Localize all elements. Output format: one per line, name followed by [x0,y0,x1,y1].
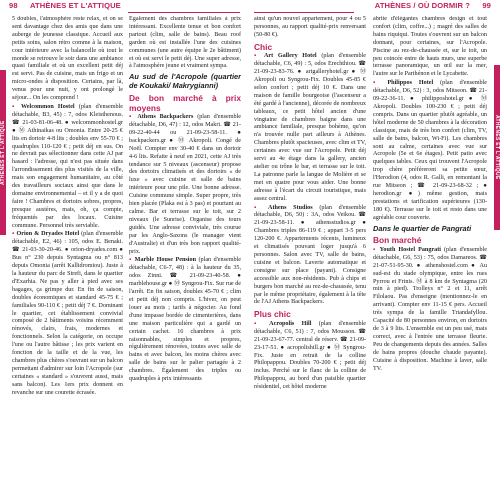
listing-marble [129,257,241,384]
plus-chic-heading: Plus chic [254,309,291,320]
listing-text: (plan d'ensemble détachable, D6, 50) : 3A, odos Veikou. ☎ 21-09-23-58-11. ● athensstudios.gr ● Chambres triples 86-119 € ; appart 3-5 pers 120-200 €. Appartements récents, lumineux et climatisés pouvant loger jusqu'à 6 personnes. Salon avec TV, salle de bains, cuisine et balcon. Laverie automatique et consigne sur place (payant). Consigne accessible aux non-résidents. Pub à chips et burgers bon marché au rez-de-chaussée, tenu par le même propriétaire, également à la tête de l'AJ Athens Backpackers. [254,204,366,306]
listing-philippos [373,80,487,222]
listing-name: Art Gallery Hotel [263,53,317,60]
text-column-4 [373,16,487,498]
text-column-3 [254,16,366,498]
listing-text: (plan d'ensemble détachable, D6, 52) : 3, odos Mitseon. ☎ 21-09-22-36-11. ● philipposhotel.gr ● Ⓜ Akropoli. Doubles 100-230 € ; petit déj compris. Dans un quartier plutôt agréable, un hôtel moderne de 50 chambres à la décoration classique, mais de très bon confort (clim, TV, salle de bains, balcon, Wi-Fi). Les chambres sont au calme, certaines avec vue sur Acropole (5e et 6e étages). Petit patio avec quelques tables. Ceux qui trouvent l'Acropole trop chère préféreront sa petite sœur, l'Herodion (4, odos R. Galli, en remontant la rue Mitseon ; ☎ 21-09-23-68-32 ; ● herodion.gr ●) même gestion, mais prestations et tarification supérieures (130-180 €). Terrasse sur le toit et resto dans une agréable cour couverte. [373,80,487,221]
bed-icon: ▪ [254,204,269,211]
listing-art-gallery [254,53,366,203]
header-rule-right [254,12,354,13]
section-title-right: ATHÈNES / OÙ DORMIR ? [374,1,470,10]
header-rule-left [128,12,240,13]
listing-name: Welcommon Hostel [21,103,75,110]
listing-welcommon [12,104,123,231]
listing-name: Youth Hostel Pangrati [379,246,441,253]
text-column-2 [129,16,241,498]
bed-icon: ▪ [373,80,388,87]
area-heading: Au sud de l'Acropole (quartier de Koukaki/ Makrygianni) [129,72,241,91]
listing-athens-studios [254,205,366,308]
chic-heading: Chic [254,41,273,52]
listing-acropolis-hill [254,321,366,392]
listing-text: (plan d'ensemble détachable, C6, 51) : 7, odos Mousson. ☎ 21-09-23-67-77. central de réserv. ☎ 21-09-23-17-51. ● acropolishill.gr ● Ⓜ Syngrou-Fix. Juste en retrait de la colline Philopappou. Doubles 70-200 € ; petit déj inclus. Perché sur le flanc de la colline de Philopappou, au bord d'un paisible quartier résidentiel, cet hôtel moderne [254,320,366,391]
listing-name: Marble House Pension [134,257,196,264]
paragraph: 5 doubles, l'atmosphère reste relax, et on se sent davantage chez des amis que dans une auberge de jeunesse classique. Accueil aux petits soins, salon rétro comme à la maison, cour intérieure avec la balancelle où tout le monde se retrouve le soir dans une ambiance quasi familiale et où un excellent petit déj est servi. Pas de cuisine, mais un frigo et un micro-ondes à disposition. Certains, par là, venus pour une nuit, y ont prolongé le séjour... On les comprend ! [12,16,123,102]
listing-name: Athens Backpackers [137,114,194,121]
bed-icon: ▪ [129,114,138,121]
price-heading: Bon marché [373,235,422,246]
listing-text: (plan d'ensemble détachable, C6-7, 48) : à la hauteur du 35, odos Zinni. ☎ 21-09-23-40-58. ● marblehouse.gr ● Ⓜ Syngrou-Fix. Sur rue de l'arrêt. En fin saison, doubles 45-70 € ; clim et petit déj non compris. L'hiver, on peut louer au mois ; tarifs à négocier. Au fond d'une impasse bordée de cimenterières, dans une maison particulière qui a gardé un certain cachet. 16 chambres à prix raisonnables, simples et propres, régulièrement rénovées, toutes avec salle de bains et avec balcon, les moins chères avec salle de bains sur le palier partagée à 2 chambres. Également des triples ou quadruples à prix intéressants [129,257,241,383]
listing-youth-hostel [373,247,487,374]
price-heading: De bon marché à prix moyens [129,92,241,113]
listing-name: Acropolis Hill [269,320,312,327]
listing-name: Philippos Hotel [387,80,434,87]
listing-orion [12,231,123,397]
side-tab-left: ATHÈNES ET L'ATTIQUE [0,70,6,235]
listing-text: (plan d'ensemble détachable, E2, 46) : 105, odos E. Benaki. ☎ 21-03-30-20-46. ● orion-dryades.com ● Bus n° 230 depuis Syntagma ou n° 813 depuis Omonia (arrêt Kallidromiou). Juste à la hauteur du parc de Strefi, dans le quartier d'Exarhia. Ne pas y aller à pied avec ses bagages, ça grimpe dur. En fin de saison, doubles économiques et standard 45-75 € ; familiales 90-110 € ; petit déj 7 €. Dominant le quartier, cet établissement convivial composé de 2 bâtiments voisins récemment rénovés, clairs, frais, modernes et fonctionnels. Selon la catégorie, on occupe l'une ou l'autre bâtisse ; les prix varient en fonction de la taille et de la vue, les chambres plus chères s'ouvrant sur un balcon permettant d'admirer sur loin l'Acropole (sur certaines « standard » s'ouvrent aussi, mais sans balcon). Les 1ers prix donnent en revanche sur une courette écrasée. [12,231,123,396]
listing-text: (plan d'ensemble détachable, D6, 47) : 12, odos Makri. ☎ 21-09-22-40-44 ou 21-09-23-58-11. ● backpackers.gr ● Ⓜ Akropoli. Congé de Noël. Compter env 30-40 € dans un dortoir 4-6 lits. Refaite à neuf en 2021, cette AJ très tendance sur 5 niveaux (ascenseur) propose des dortoirs climatisés et des dortoirs « de luxe » avec cuisine et salle de bains intérieure pour une pile. Une bonne adresse. Cuisine commune simple. Super propre, très bien placée (Plaka est à 3 pas) et pourtant au calme. Bar et terrasse sur le toit, sur 2 niveaux (le Sunrise). Organise des tours guidés. Une adresse conviviale, très courue par les Anglo-Saxons (le manager vient d'Australie) et d'un très bon rapport qualité-prix. [129,114,241,255]
section-title-left: ATHÈNES ET L'ATTIQUE [30,1,121,10]
paragraph: abrite d'élégantes chambres design et tout confort (clim, coffre...) ; magré des salles de bains riquiqui. Toutes s'ouvrent sur un balcon donnant, pour certaines, sur l'Acropole. Piscine au rez-de-chaussée et, sur le toit, un peu coincée entre de hauts murs, une superbe terrasse panoramique, un œil sur la mer, l'autre sur le Parthénon et le Lycabette. [373,16,487,78]
side-tab-right: ATHÈNES ET L'ATTIQUE [494,65,500,230]
paragraph: ainsi qu'un nouvel appartement, pour 4 ou 5 personnes, au rapport qualité-prix renversant (50-80 €). [254,16,366,38]
bed-icon: ▪ [129,257,135,264]
bed-icon: ▪ [254,53,264,60]
listing-text: (plan d'ensemble détachable, B3, 45) : 7, odos Kleisthenous. ☎ 21-03-81-06-48. ● welcommonhostel.gr ● Ⓜ Athinaikas ou Omonia. Entre 20-25 € lits en dortoir 4-8 lits ; doubles env 55-70 € ; quadruples 110-120 € ; petit déj en sus. On ne devrait pas sélectionner dans cette AJ par hasard : l'adresse, qui n'est pas située dans l'arrondissement des plus visités de la ville, mais son engagement humanitaire, au côté des travailleurs sociaux ainsi que dans le domaine environnemental – et il y a de quoi faire ! Chambres et dortoirs sobres, propres, presque austères, mais, oh, ça compte, fréquentés par des locaux. Cuisine commune. Personnel très serviable. [12,103,123,229]
bed-icon: ▪ [254,320,270,327]
bed-icon: ▪ [12,103,21,110]
listing-name: Athens Studios [268,204,313,211]
area-heading: Dans le quartier de Pangrati [373,223,472,233]
bed-icon: ▪ [373,246,380,253]
text-column-1 [12,16,123,498]
listing-name: Orion & Dryades Hotel [16,231,80,238]
listing-backpackers [129,114,241,256]
listing-text: (plan d'ensemble détachable, C6, 49) : 5, odos Erechthiou. ☎ 21-09-23-83-76. ● artgalleryhotel.gr ● Ⓜ Akropoli ou Syngrou-Fix. Doubles 45-85 € selon confort ; petit déj 10 €. Dans une maison de famille bourgeoise (l'ascenseur a été gardé à l'ancienne), décorée de nombreux tableaux, ce petit hôtel ancien d'une vingtaine de chambres baigne dans une ambiance familiale, presque bohème, qu'on n'a trouvée nulle part ailleurs à Athènes. Chambres plutôt spacieuses, avec clim et TV, certaines avec vue sur l'Acropole. Petit déj servi au 4e étage dans la gallery, ancien atelier ou trône le bar, et terrasse sur le toit. La patronne parle la langue de Molière et se met en quatre pour vous aider. Une bonne adresse à l'écart du circuit touristique, mais assez central. [254,53,366,202]
paragraph: Également des chambres familiales à prix intéressant. Excellente tenue et bon confort partout (clim, salle de bains). Beau roof garden où est installée l'une des cuisines communes (une autre équipe le 2e bâtiment) et où est servi le petit déj. Une super adresse, à l'atmosphère jeune et vraiment sympa. [129,16,241,70]
page-number-right: 99 [482,1,491,10]
bed-icon: ▪ [12,231,17,238]
listing-text: (plan d'ensemble détachable, G6, 53) : 75, odos Damareos. ☎ 21-07-51-95-30. ● athenshostel.com ● Au sud-est du stade olympique, entre les rues Pyrrou et Frinis. Ⓜ à 8 km de Syntagma (20 min à pied). Trolleys n° 2 et 11, arrêt Filolaou. Pas d'enseigne (mentionnez-le en arrivant). Compter env 11-15 € pers. Accueil très sympa de la famille Triandafyllou. Capacité de 80 personnes environ, en dortoirs de 3 à 9 lits. L'ensemble est un peu usé, mais correct, avec à l'entrée une terrasse fleurie. Peu de changements depuis des années. Salles de bains propres (douche chaude payante). Cuisine à disposition. Machine à laver, salle TV. [373,246,487,372]
page-number-left: 98 [9,1,18,10]
page-header [0,0,500,14]
